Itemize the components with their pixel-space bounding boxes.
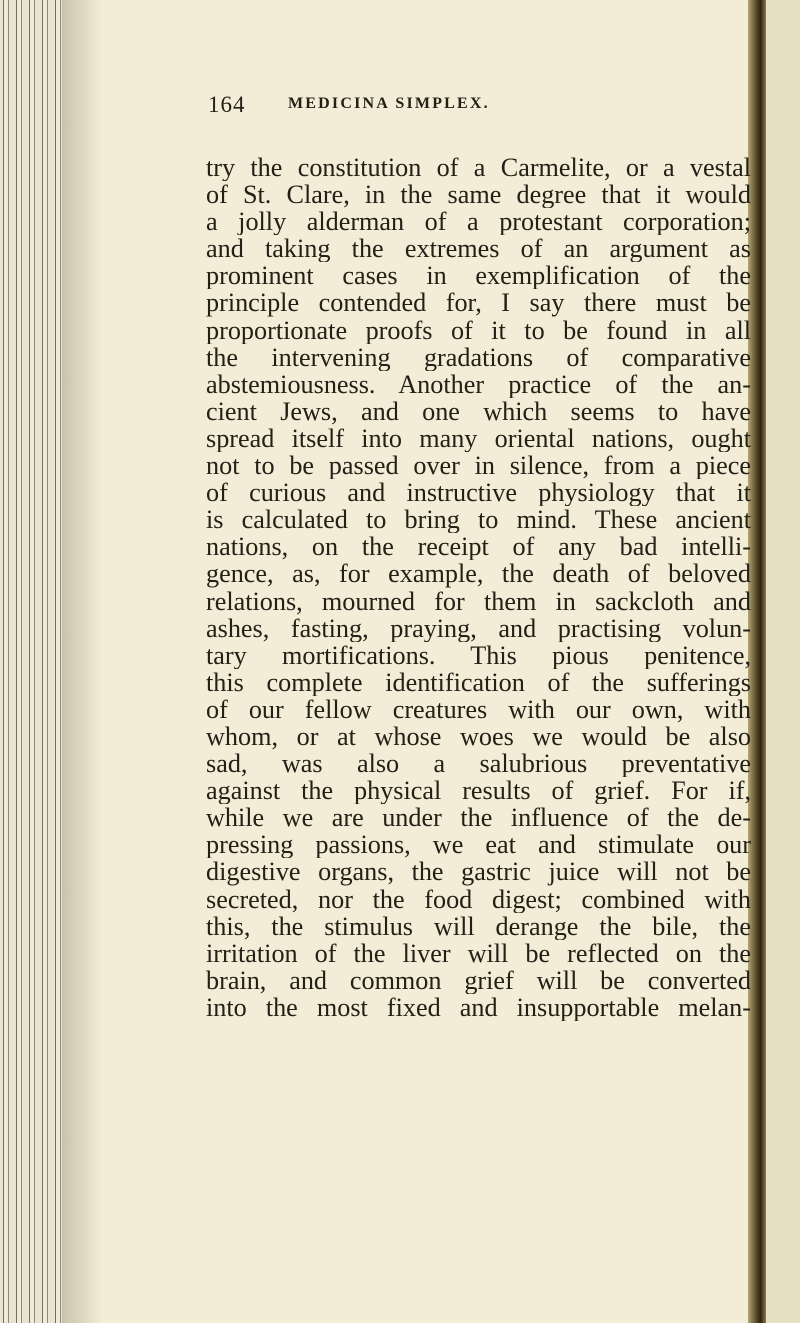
text-line: irritation of the liver will be reflected on the — [206, 939, 751, 967]
body-text — [206, 154, 751, 1021]
text-line: of our fellow creatures with our own, with — [206, 695, 751, 723]
text-line: the intervening gradations of comparative — [206, 343, 751, 371]
text-line: try the constitution of a Carmelite, or a vestal — [206, 154, 751, 182]
text-line: this complete identification of the sufferings — [206, 668, 751, 696]
text-line: into the most fixed and insupportable melan- — [206, 993, 751, 1021]
text-line: this, the stimulus will derange the bile, the — [206, 912, 751, 940]
text-line: abstemiousness. Another practice of the an- — [206, 370, 751, 398]
page-header — [208, 92, 748, 120]
text-line: brain, and common grief will be converted — [206, 966, 751, 994]
text-line: digestive organs, the gastric juice will not be — [206, 858, 751, 886]
text-line: sad, was also a salubrious preventative — [206, 750, 751, 778]
text-line: proportionate proofs of it to be found in all — [206, 316, 751, 344]
text-line: tary mortifications. This pious penitence, — [206, 641, 751, 669]
text-line: not to be passed over in silence, from a piece — [206, 452, 751, 480]
page-number: 164 — [208, 92, 246, 117]
text-line: relations, mourned for them in sackcloth and — [206, 587, 751, 615]
text-line: of St. Clare, in the same degree that it would — [206, 181, 751, 209]
text-line: secreted, nor the food digest; combined with — [206, 885, 751, 913]
running-head: MEDICINA SIMPLEX. — [288, 95, 490, 112]
text-line: gence, as, for example, the death of beloved — [206, 560, 751, 588]
text-line: while we are under the influence of the de- — [206, 804, 751, 832]
text-line: principle contended for, I say there must be — [206, 289, 751, 317]
text-line: nations, on the receipt of any bad intelli- — [206, 533, 751, 561]
text-line: pressing passions, we eat and stimulate our — [206, 831, 751, 859]
text-line: of curious and instructive physiology that it — [206, 479, 751, 507]
text-line: a jolly alderman of a protestant corporation; — [206, 208, 751, 236]
text-line: cient Jews, and one which seems to have — [206, 397, 751, 425]
text-line: whom, or at whose woes we would be also — [206, 722, 751, 751]
text-line: against the physical results of grief. For if, — [206, 777, 751, 805]
text-line: prominent cases in exemplification of the — [206, 262, 751, 290]
text-line: ashes, fasting, praying, and practising volun- — [206, 614, 751, 642]
text-line: and taking the extremes of an argument as — [206, 235, 751, 263]
text-line: is calculated to bring to mind. These ancient — [206, 506, 751, 534]
text-line: spread itself into many oriental nations, ought — [206, 424, 751, 453]
